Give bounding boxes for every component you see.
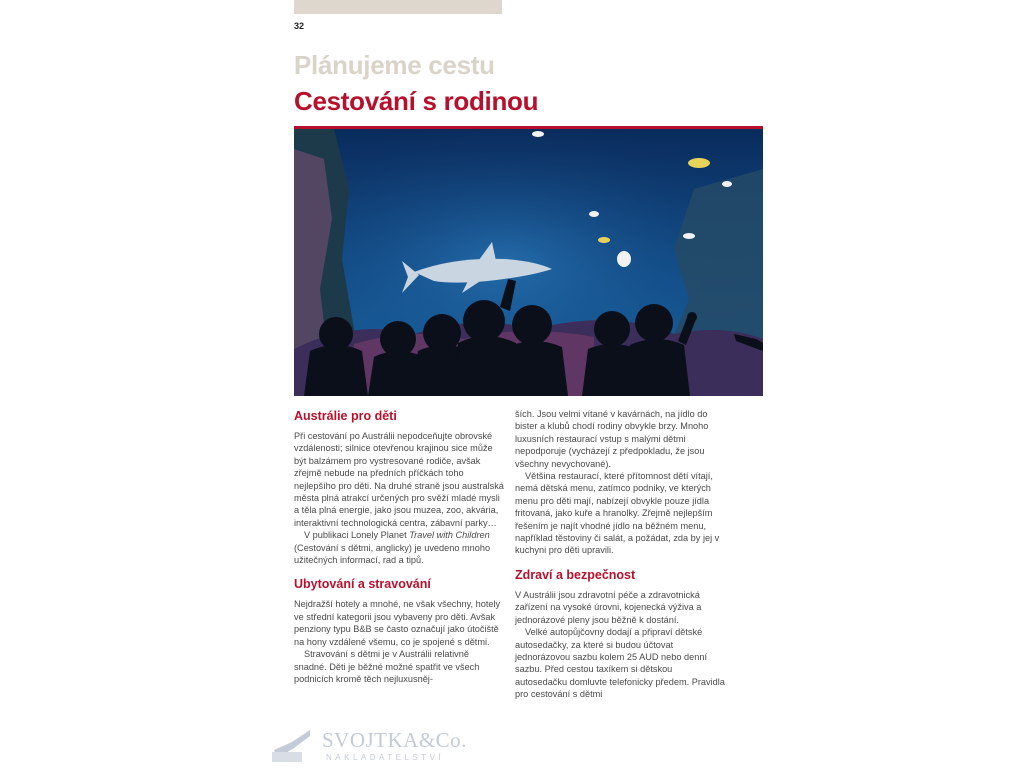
publisher-name: SVOJTKA&Co. [322,728,467,752]
paragraph: Velké autopůjčovny dodají a připraví dětské autosedačky, za které si budou účtovat jednorázovou sazbu kolem 25 AUD nebo denní sazbu. Před cestou taxíkem si dětskou autosedačku domluvte telefonicky předem. Pravidla pro cestování s dětmi [515,627,725,700]
publisher-watermark [270,722,480,768]
paragraph: ších. Jsou velmi vítané v kavárnách, na jídlo do bister a klubů chodí rodiny obvykle brzy. Mnoho luxusních restaurací vstup s malými dětmi nepodporuje (vycházejí z předpokladu, že jsou všechny nevychované). [515,409,709,469]
paragraph: V publikaci Lonely Planet Travel with Children (Cestování s dětmi, anglicky) je uvedeno mnoho užitečných informací, rad a tipů. [294,530,491,566]
page-title: Cestování s rodinou [294,86,539,116]
paragraph: Nejdražší hotely a mnohé, ne však všechny, hotely ve střední kategorii jsou vybaveny pro děti. Avšak penziony typu B&B se často označují jako útočiště na hony vzdálené všemu, co je spojené s dětmi. [294,599,501,647]
publisher-logo-icon [270,724,318,764]
column-right [515,408,725,701]
page-number: 32 [294,21,305,31]
paragraph: V Austrálii jsou zdravotní péče a zdravotnická zařízení na vysoké úrovni, kojenecká výživa a jednorázové pleny jsou běžně k dostání. [515,589,702,625]
section-kicker: Plánujeme cestu [294,50,495,80]
paragraph: Stravování s dětmi je v Austrálii relativně snadné. Děti je běžné možné spatřit ve všech podnicích kromě těch nejluxusněj- [294,649,480,684]
paragraph: Většina restaurací, které přítomnost dětí vítají, nemá dětská menu, zatímco podniky, ve kterých menu pro děti mají, nabízejí obvykle pouze jídla fritovaná, jako kuře a hranolky. Zřejmě nejlepším řešením je najít vhodné jídlo na běžném menu, například těstoviny či salát, a požádat, zda by jej v kuchyni pro děti upravili. [515,471,720,556]
aquarium-photo [294,129,763,396]
publisher-subtitle: NAKLADATELSTVÍ [326,753,445,762]
aquarium-illustration [294,129,763,396]
heading-zdravi: Zdraví a bezpečnost [515,567,636,582]
column-left [294,408,504,685]
heading-ubytovani: Ubytování a stravování [294,577,431,592]
paragraph: Při cestování po Austrálii nepodceňujte obrovské vzdálenosti; silnice otevřenou krajinou sice může být balzámem pro vystresované rodiče, avšak zřejmě nebude na předních příčkách toho nejlepšího pro děti. Na druhé straně jsou australská města plná atrakcí určených pro svěží mladé mysli a těla plná energie, jako jsou muzea, zoo, akvária, interaktivní technologická centra, zábavní parky… [294,431,504,528]
book-title: Travel with Children [409,530,490,541]
heading-australie-pro-deti: Austrálie pro děti [294,409,397,423]
top-color-bar [294,0,502,14]
